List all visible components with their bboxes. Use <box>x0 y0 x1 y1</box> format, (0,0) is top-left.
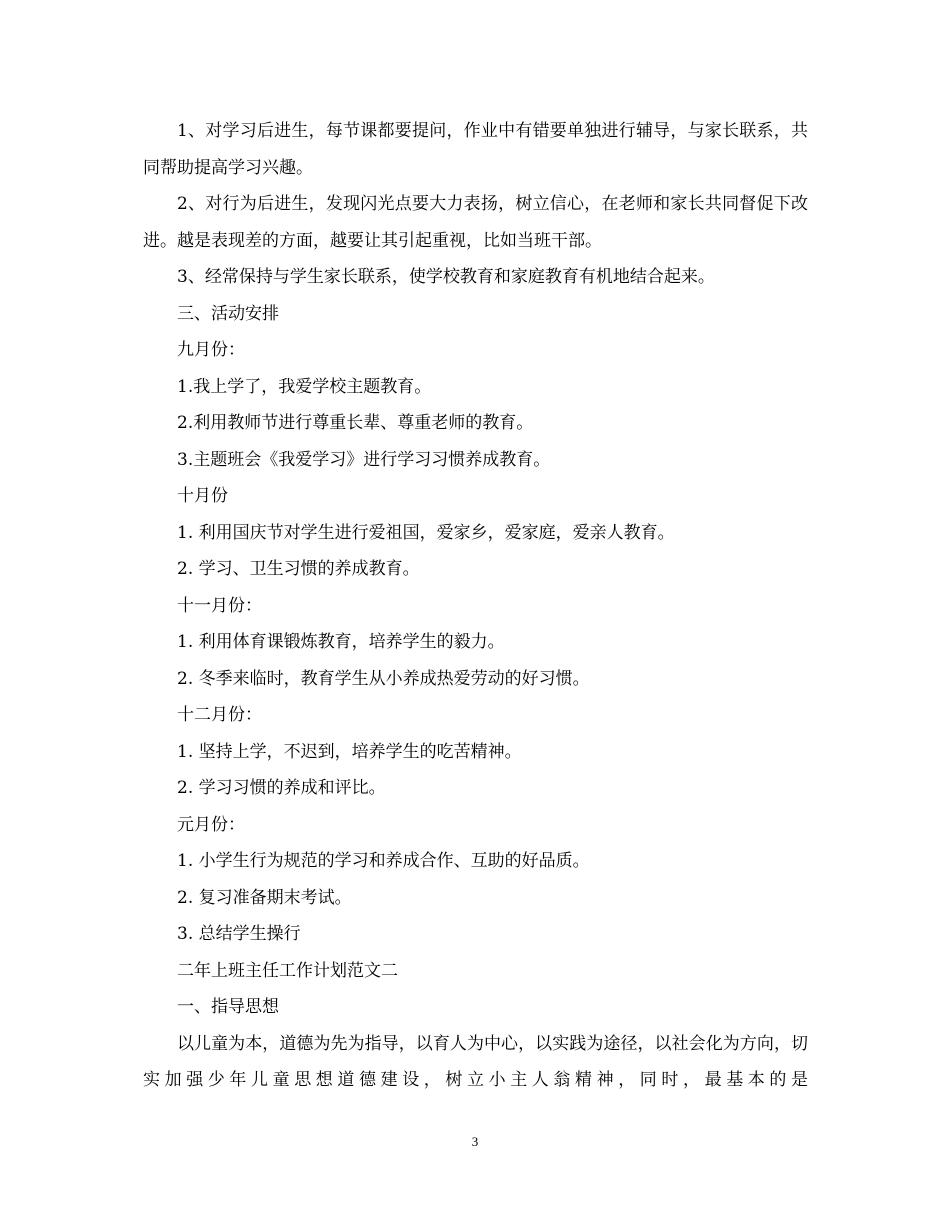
document-body <box>143 113 808 1099</box>
month-heading-september: 九月份： <box>177 340 245 360</box>
month-heading-december: 十二月份： <box>177 705 262 725</box>
list-item: 1. 小学生行为规范的学习和养成合作、互助的好品质。 <box>177 851 590 871</box>
list-item: 2. 冬季来临时，教育学生从小养成热爱劳动的好习惯。 <box>177 668 590 689</box>
list-item: 2.利用教师节进行尊重长辈、尊重老师的教育。 <box>177 413 534 433</box>
list-item: 1.我上学了，我爱学校主题教育。 <box>177 376 432 397</box>
list-item: 1. 坚持上学，不迟到，培养学生的吃苦精神。 <box>177 741 522 762</box>
list-item: 3.主题班会《我爱学习》进行学习习惯养成教育。 <box>177 449 551 470</box>
month-heading-january: 元月份： <box>177 814 245 835</box>
paragraph-3: 3、经常保持与学生家长联系，使学校教育和家庭教育有机地结合起来。 <box>177 267 715 287</box>
paragraph-guiding-ideology: 以儿童为本，道德为先为指导，以育人为中心，以实践为途径，以社会化为方向，切实加强少年儿童思想道德建设，树立小主人翁精神，同时，最基本的是 <box>143 1033 808 1090</box>
list-item: 3. 总结学生操行 <box>177 924 301 944</box>
list-item: 2. 学习、卫生习惯的养成教育。 <box>177 559 420 579</box>
list-item: 2. 学习习惯的养成和评比。 <box>177 778 386 798</box>
list-item: 2. 复习准备期末考试。 <box>177 887 352 908</box>
month-heading-october: 十月份 <box>177 486 228 506</box>
section-heading-activities: 三、活动安排 <box>177 303 279 324</box>
list-item: 1. 利用国庆节对学生进行爱祖国，爱家乡，爱家庭，爱亲人教育。 <box>177 522 675 543</box>
page-number: 3 <box>471 1134 479 1149</box>
list-item: 1. 利用体育课锻炼教育，培养学生的毅力。 <box>177 632 505 652</box>
document-subtitle: 二年上班主任工作计划范文二 <box>177 960 398 981</box>
section-heading-guiding-ideology: 一、指导思想 <box>177 997 279 1017</box>
month-heading-november: 十一月份： <box>177 595 262 616</box>
paragraph-2: 2、对行为后进生，发现闪光点要大力表扬，树立信心，在老师和家长共同督促下改进。越是表现差的方面，越要让其引起重视，比如当班干部。 <box>143 194 808 251</box>
paragraph-1: 1、对学习后进生，每节课都要提问，作业中有错要单独进行辅导，与家长联系，共同帮助提高学习兴趣。 <box>143 121 808 178</box>
